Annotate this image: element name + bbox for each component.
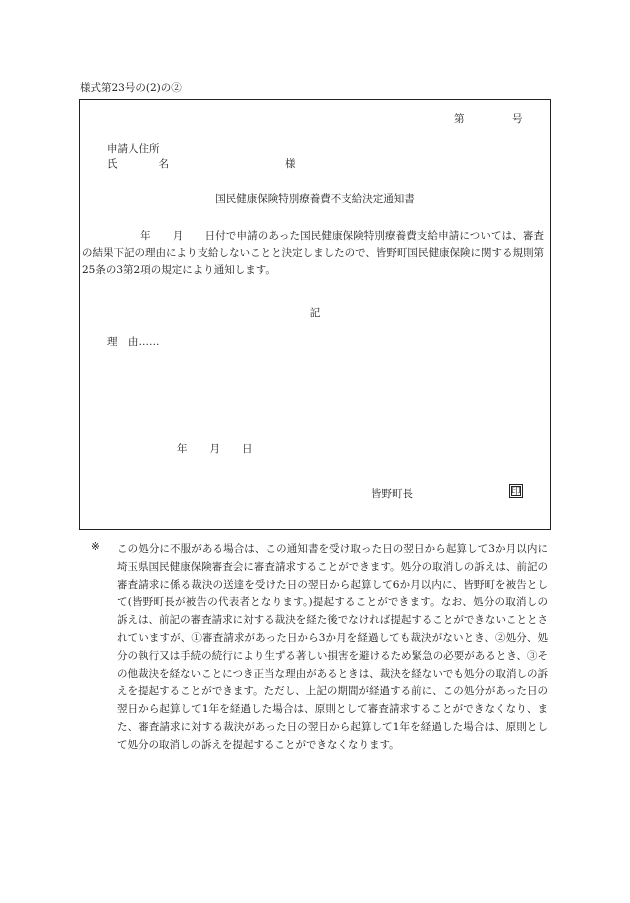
number-label: 第: [454, 113, 465, 125]
issue-year: 年: [177, 443, 188, 455]
applicant-name-label: [107, 156, 169, 171]
document-title: 国民健康保険特別療養費不支給決定通知書: [215, 193, 415, 205]
form-number: 様式第23号の(2)の②: [80, 82, 182, 94]
note-text: この処分に不服がある場合は、この通知書を受け取った日の翌日から起算して3か月以内に埼玉県国民健康保険審査会に審査請求することができます。処分の取消しの訴えは、前記の審査請求に係る裁決の送達を受けた日の翌日から起算して6か月以内に、皆野町を被告として(皆野町長が被告の代表者となります。)提起することができます。なお、処分の取消しの訴えは、前記の審査請求に対する裁決を経た後でなければ提起することができないこととされていますが、①審査請求があった日から3か月を経過しても裁決がないとき、②処分、処分の執行又は手続の続行により生ずる著しい損害を避けるため緊急の必要があるとき、③その他裁決を経ないことにつき正当な理由があるときは、裁決を経ないでも処分の取消しの訴えを提起することができます。ただし、上記の期間が経過する前に、この処分があった日の翌日から起算して1年を経過した場合は、原則として審査請求することができなくなり、また、審査請求に対する裁決があった日の翌日から起算して1年を経過した場合は、原則として処分の取消しの訴えを提起することができなくなります。: [117, 543, 548, 751]
seal-stamp: 印: [509, 484, 523, 498]
issue-day: 日: [242, 443, 253, 455]
name-label-2: 名: [158, 158, 169, 170]
body-date-year: 年: [140, 230, 151, 242]
number-suffix: 号: [512, 113, 523, 125]
mayor-title: 皆野町長: [371, 488, 413, 500]
honorific: 様: [285, 158, 296, 170]
issue-date: [177, 441, 253, 456]
body-date-month: 月: [172, 230, 184, 242]
ki-heading: 記: [309, 307, 321, 319]
issue-month: 月: [209, 443, 220, 455]
note-mark: ※: [91, 541, 100, 553]
name-label-1: 氏: [107, 158, 118, 170]
body-text: 日付で申請のあった国民健康保険特別療養費支給申請については、審査の結果下記の理由により支給しないことと決定しましたので、皆野町国民健康保険に関する規則第25条の3第2項の規定により通知します。: [82, 230, 545, 276]
body-paragraph: [82, 228, 544, 279]
applicant-address-label: 申請人住所: [107, 143, 160, 155]
reason-label: 理 由……: [107, 336, 160, 348]
